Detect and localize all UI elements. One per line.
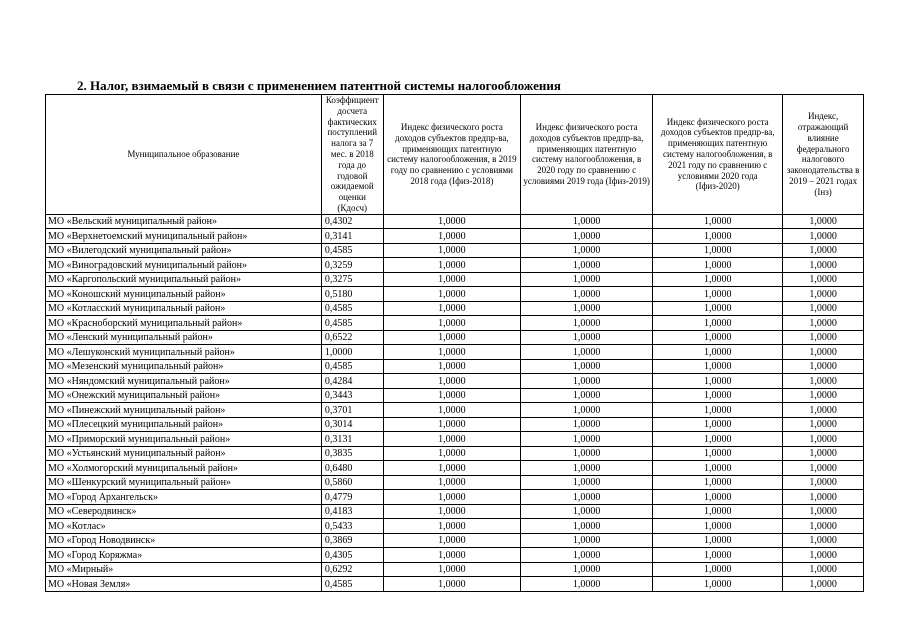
- table-row: [46, 359, 864, 374]
- cell-index-legislation: 1,0000: [783, 490, 864, 505]
- cell-index-2020: 1,0000: [653, 475, 783, 490]
- cell-municipality: МО «Новая Земля»: [46, 577, 322, 592]
- header-coefficient: Коэффициент досчета фактических поступлений налога за 7 мес. в 2018 года до годовой ожидаемой оценки (Кдосч): [321, 95, 383, 215]
- cell-index-2019: 1,0000: [521, 446, 653, 461]
- cell-municipality: МО «Вельский муниципальный район»: [46, 214, 322, 229]
- cell-coefficient: 0,5433: [321, 519, 383, 534]
- table-row: [46, 446, 864, 461]
- section-title: 2. Налог, взимаемый в связи с применением патентной системы налогообложения: [77, 78, 561, 93]
- cell-index-2019: 1,0000: [521, 229, 653, 244]
- cell-municipality: МО «Онежский муниципальный район»: [46, 388, 322, 403]
- table-row: [46, 214, 864, 229]
- cell-index-2020: 1,0000: [653, 301, 783, 316]
- table-row: [46, 258, 864, 273]
- cell-index-legislation: 1,0000: [783, 243, 864, 258]
- table-row: [46, 316, 864, 331]
- cell-municipality: МО «Каргопольский муниципальный район»: [46, 272, 322, 287]
- cell-index-2020: 1,0000: [653, 287, 783, 302]
- cell-index-2020: 1,0000: [653, 345, 783, 360]
- header-index-2020: Индекс физического роста доходов субъектов предпр-ва, применяющих патентную систему налогообложения, в 2021 году по сравнению с условиями 2020 года (Iфиз-2020): [653, 95, 783, 215]
- cell-index-2018: 1,0000: [383, 388, 520, 403]
- cell-index-2020: 1,0000: [653, 490, 783, 505]
- cell-municipality: МО «Котласский муниципальный район»: [46, 301, 322, 316]
- cell-municipality: МО «Мезенский муниципальный район»: [46, 359, 322, 374]
- cell-index-legislation: 1,0000: [783, 287, 864, 302]
- cell-coefficient: 0,3275: [321, 272, 383, 287]
- cell-index-legislation: 1,0000: [783, 577, 864, 592]
- table-body: [46, 214, 864, 591]
- cell-index-2019: 1,0000: [521, 214, 653, 229]
- cell-municipality: МО «Ленский муниципальный район»: [46, 330, 322, 345]
- cell-coefficient: 0,3259: [321, 258, 383, 273]
- table-row: [46, 548, 864, 563]
- cell-coefficient: 0,3131: [321, 432, 383, 447]
- cell-index-2020: 1,0000: [653, 272, 783, 287]
- cell-index-2019: 1,0000: [521, 301, 653, 316]
- header-municipality: Муниципальное образование: [46, 95, 322, 215]
- cell-index-legislation: 1,0000: [783, 330, 864, 345]
- cell-index-2019: 1,0000: [521, 272, 653, 287]
- cell-index-2020: 1,0000: [653, 533, 783, 548]
- table-row: [46, 490, 864, 505]
- cell-municipality: МО «Красноборский муниципальный район»: [46, 316, 322, 331]
- cell-coefficient: 0,4302: [321, 214, 383, 229]
- cell-index-2019: 1,0000: [521, 258, 653, 273]
- cell-index-2018: 1,0000: [383, 403, 520, 418]
- cell-coefficient: 0,3835: [321, 446, 383, 461]
- cell-coefficient: 0,6522: [321, 330, 383, 345]
- cell-index-legislation: 1,0000: [783, 374, 864, 389]
- table-row: [46, 461, 864, 476]
- cell-index-2020: 1,0000: [653, 403, 783, 418]
- cell-municipality: МО «Плесецкий муниципальный район»: [46, 417, 322, 432]
- cell-coefficient: 0,4585: [321, 243, 383, 258]
- cell-coefficient: 0,4585: [321, 301, 383, 316]
- cell-index-2018: 1,0000: [383, 562, 520, 577]
- table-row: [46, 229, 864, 244]
- table-row: [46, 403, 864, 418]
- cell-index-legislation: 1,0000: [783, 446, 864, 461]
- cell-index-2019: 1,0000: [521, 287, 653, 302]
- cell-coefficient: 0,6480: [321, 461, 383, 476]
- table-row: [46, 519, 864, 534]
- cell-municipality: МО «Коношский муниципальный район»: [46, 287, 322, 302]
- cell-index-legislation: 1,0000: [783, 417, 864, 432]
- cell-index-legislation: 1,0000: [783, 562, 864, 577]
- table-row: [46, 533, 864, 548]
- cell-coefficient: 0,4284: [321, 374, 383, 389]
- table-row: [46, 287, 864, 302]
- cell-index-2018: 1,0000: [383, 301, 520, 316]
- cell-municipality: МО «Котлас»: [46, 519, 322, 534]
- cell-index-2020: 1,0000: [653, 359, 783, 374]
- cell-index-2018: 1,0000: [383, 461, 520, 476]
- cell-index-2018: 1,0000: [383, 417, 520, 432]
- cell-index-2019: 1,0000: [521, 388, 653, 403]
- cell-index-2020: 1,0000: [653, 504, 783, 519]
- table-row: [46, 301, 864, 316]
- cell-municipality: МО «Няндомский муниципальный район»: [46, 374, 322, 389]
- cell-index-legislation: 1,0000: [783, 316, 864, 331]
- cell-index-legislation: 1,0000: [783, 432, 864, 447]
- cell-index-2020: 1,0000: [653, 214, 783, 229]
- cell-index-legislation: 1,0000: [783, 533, 864, 548]
- cell-municipality: МО «Город Архангельск»: [46, 490, 322, 505]
- cell-municipality: МО «Пинежский муниципальный район»: [46, 403, 322, 418]
- cell-coefficient: 0,3701: [321, 403, 383, 418]
- cell-index-legislation: 1,0000: [783, 229, 864, 244]
- cell-index-2020: 1,0000: [653, 461, 783, 476]
- header-index-2019: Индекс физического роста доходов субъектов предпр-ва, применяющих патентную систему налогообложения, в 2020 году по сравнению с условиями 2019 года (Iфиз-2019): [521, 95, 653, 215]
- cell-index-legislation: 1,0000: [783, 258, 864, 273]
- cell-index-2019: 1,0000: [521, 316, 653, 331]
- cell-index-2020: 1,0000: [653, 446, 783, 461]
- cell-coefficient: 0,6292: [321, 562, 383, 577]
- table-row: [46, 475, 864, 490]
- cell-index-2018: 1,0000: [383, 258, 520, 273]
- cell-coefficient: 0,4305: [321, 548, 383, 563]
- cell-municipality: МО «Холмогорский муниципальный район»: [46, 461, 322, 476]
- cell-coefficient: 0,4183: [321, 504, 383, 519]
- cell-index-2018: 1,0000: [383, 548, 520, 563]
- table-row: [46, 330, 864, 345]
- cell-coefficient: 1,0000: [321, 345, 383, 360]
- cell-coefficient: 0,3141: [321, 229, 383, 244]
- table-header: [46, 95, 864, 215]
- cell-index-2020: 1,0000: [653, 374, 783, 389]
- cell-index-legislation: 1,0000: [783, 214, 864, 229]
- cell-municipality: МО «Шенкурский муниципальный район»: [46, 475, 322, 490]
- cell-index-2018: 1,0000: [383, 243, 520, 258]
- cell-municipality: МО «Город Коряжма»: [46, 548, 322, 563]
- cell-index-2019: 1,0000: [521, 504, 653, 519]
- cell-index-2020: 1,0000: [653, 229, 783, 244]
- cell-index-legislation: 1,0000: [783, 461, 864, 476]
- cell-index-2019: 1,0000: [521, 417, 653, 432]
- cell-coefficient: 0,5860: [321, 475, 383, 490]
- table-row: [46, 577, 864, 592]
- cell-index-2018: 1,0000: [383, 229, 520, 244]
- cell-index-legislation: 1,0000: [783, 504, 864, 519]
- cell-municipality: МО «Северодвинск»: [46, 504, 322, 519]
- cell-index-2019: 1,0000: [521, 490, 653, 505]
- cell-index-legislation: 1,0000: [783, 548, 864, 563]
- header-row: [46, 95, 864, 215]
- table-row: [46, 504, 864, 519]
- cell-municipality: МО «Устьянский муниципальный район»: [46, 446, 322, 461]
- cell-index-2018: 1,0000: [383, 519, 520, 534]
- table-row: [46, 272, 864, 287]
- patent-tax-table: [45, 94, 864, 592]
- table-row: [46, 432, 864, 447]
- cell-index-2020: 1,0000: [653, 330, 783, 345]
- cell-index-2019: 1,0000: [521, 562, 653, 577]
- cell-index-2020: 1,0000: [653, 316, 783, 331]
- cell-index-2019: 1,0000: [521, 577, 653, 592]
- cell-index-2020: 1,0000: [653, 562, 783, 577]
- cell-index-2018: 1,0000: [383, 533, 520, 548]
- cell-coefficient: 0,4585: [321, 359, 383, 374]
- cell-index-2020: 1,0000: [653, 548, 783, 563]
- cell-index-2018: 1,0000: [383, 577, 520, 592]
- cell-index-2018: 1,0000: [383, 359, 520, 374]
- cell-index-2020: 1,0000: [653, 243, 783, 258]
- cell-index-2019: 1,0000: [521, 548, 653, 563]
- cell-index-2018: 1,0000: [383, 316, 520, 331]
- cell-municipality: МО «Лешуконский муниципальный район»: [46, 345, 322, 360]
- table-row: [46, 388, 864, 403]
- cell-index-2018: 1,0000: [383, 446, 520, 461]
- cell-index-legislation: 1,0000: [783, 403, 864, 418]
- table-row: [46, 374, 864, 389]
- cell-index-legislation: 1,0000: [783, 475, 864, 490]
- cell-index-legislation: 1,0000: [783, 388, 864, 403]
- cell-index-legislation: 1,0000: [783, 345, 864, 360]
- cell-index-2019: 1,0000: [521, 359, 653, 374]
- cell-index-2019: 1,0000: [521, 345, 653, 360]
- cell-index-2019: 1,0000: [521, 533, 653, 548]
- cell-index-2018: 1,0000: [383, 214, 520, 229]
- cell-index-2019: 1,0000: [521, 403, 653, 418]
- table-row: [46, 243, 864, 258]
- cell-index-2018: 1,0000: [383, 490, 520, 505]
- cell-index-2020: 1,0000: [653, 432, 783, 447]
- cell-municipality: МО «Мирный»: [46, 562, 322, 577]
- cell-index-2018: 1,0000: [383, 374, 520, 389]
- cell-coefficient: 0,4779: [321, 490, 383, 505]
- cell-index-2018: 1,0000: [383, 504, 520, 519]
- cell-municipality: МО «Приморский муниципальный район»: [46, 432, 322, 447]
- header-index-2018: Индекс физического роста доходов субъектов предпр-ва, применяющих патентную систему налогообложения, в 2019 году по сравнению с условиями 2018 года (Iфиз-2018): [383, 95, 520, 215]
- cell-index-2018: 1,0000: [383, 287, 520, 302]
- cell-index-2019: 1,0000: [521, 243, 653, 258]
- header-index-legislation: Индекс, отражающий влияние федерального налогового законодательства в 2019 – 2021 годах (Iнз): [783, 95, 864, 215]
- cell-municipality: МО «Вилегодский муниципальный район»: [46, 243, 322, 258]
- cell-index-2018: 1,0000: [383, 432, 520, 447]
- cell-coefficient: 0,3443: [321, 388, 383, 403]
- table-row: [46, 562, 864, 577]
- cell-index-2019: 1,0000: [521, 475, 653, 490]
- cell-index-2018: 1,0000: [383, 330, 520, 345]
- cell-coefficient: 0,3869: [321, 533, 383, 548]
- cell-index-2020: 1,0000: [653, 388, 783, 403]
- cell-index-legislation: 1,0000: [783, 301, 864, 316]
- cell-index-2019: 1,0000: [521, 330, 653, 345]
- cell-index-legislation: 1,0000: [783, 519, 864, 534]
- cell-index-legislation: 1,0000: [783, 359, 864, 374]
- cell-index-legislation: 1,0000: [783, 272, 864, 287]
- cell-index-2019: 1,0000: [521, 374, 653, 389]
- cell-index-2018: 1,0000: [383, 345, 520, 360]
- cell-coefficient: 0,4585: [321, 316, 383, 331]
- cell-coefficient: 0,5180: [321, 287, 383, 302]
- cell-index-2020: 1,0000: [653, 519, 783, 534]
- cell-index-2019: 1,0000: [521, 432, 653, 447]
- cell-municipality: МО «Верхнетоемский муниципальный район»: [46, 229, 322, 244]
- table-row: [46, 345, 864, 360]
- cell-coefficient: 0,4585: [321, 577, 383, 592]
- cell-index-2019: 1,0000: [521, 519, 653, 534]
- cell-coefficient: 0,3014: [321, 417, 383, 432]
- cell-municipality: МО «Город Новодвинск»: [46, 533, 322, 548]
- cell-index-2020: 1,0000: [653, 417, 783, 432]
- table-row: [46, 417, 864, 432]
- cell-municipality: МО «Виноградовский муниципальный район»: [46, 258, 322, 273]
- cell-index-2018: 1,0000: [383, 272, 520, 287]
- cell-index-2018: 1,0000: [383, 475, 520, 490]
- cell-index-2020: 1,0000: [653, 258, 783, 273]
- cell-index-2019: 1,0000: [521, 461, 653, 476]
- cell-index-2020: 1,0000: [653, 577, 783, 592]
